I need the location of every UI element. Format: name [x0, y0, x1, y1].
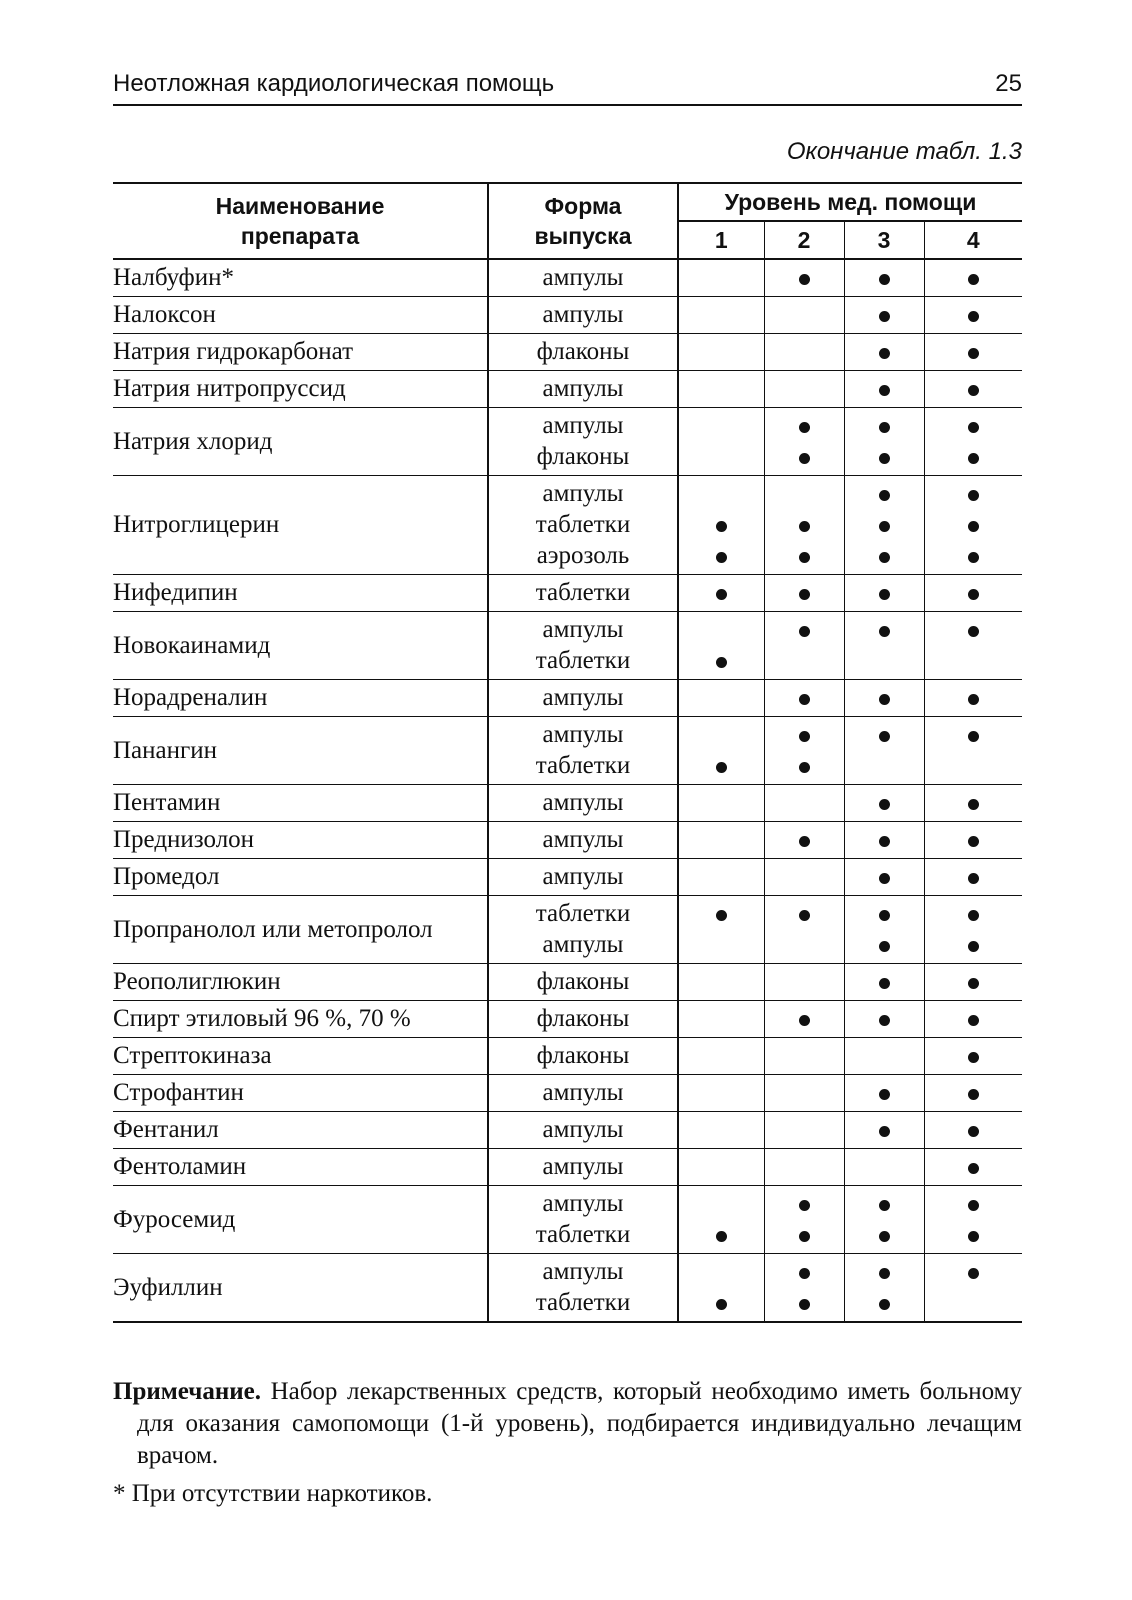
level-3-cell: [844, 1186, 924, 1254]
release-form-cell: [488, 680, 678, 717]
availability-dot: [716, 910, 727, 921]
availability-dot: [879, 1268, 890, 1279]
level-1-cell: [678, 476, 764, 575]
level-2-cell: [764, 612, 844, 680]
release-form: флаконы: [536, 443, 630, 470]
level-2-cell: [764, 408, 844, 476]
availability-dot: [799, 1299, 810, 1310]
drug-name: Эуфиллин: [113, 1254, 488, 1323]
level-3-cell: [844, 859, 924, 896]
level-2-cell: [764, 259, 844, 297]
table-row: [113, 896, 1022, 964]
drug-name: Нифедипин: [113, 575, 488, 612]
column-header-levels: Уровень мед. помощи: [678, 183, 1022, 221]
availability-dot: [968, 1200, 979, 1211]
release-form-cell: [488, 822, 678, 859]
release-form: флаконы: [536, 1042, 630, 1069]
level-1-cell: [678, 680, 764, 717]
availability-dot: [799, 422, 810, 433]
availability-dot: [799, 836, 810, 847]
release-form: таблетки: [535, 752, 631, 779]
availability-dot: [879, 910, 890, 921]
level-2-cell: [764, 575, 844, 612]
level-2-cell: [764, 371, 844, 408]
release-form: таблетки: [535, 1289, 631, 1316]
release-form: таблетки: [535, 900, 631, 927]
availability-dot: [799, 1015, 810, 1026]
release-form: таблетки: [535, 579, 631, 606]
availability-dot: [879, 521, 890, 532]
level-3-cell: [844, 612, 924, 680]
level-1-cell: [678, 822, 764, 859]
drug-name: Фентанил: [113, 1112, 488, 1149]
availability-dot: [799, 1200, 810, 1211]
availability-dot: [879, 626, 890, 637]
table-caption: Окончание табл. 1.3: [786, 138, 1022, 165]
level-1-cell: [678, 1075, 764, 1112]
availability-dot: [879, 1126, 890, 1137]
level-4-cell: [924, 259, 1022, 297]
level-3-cell: [844, 297, 924, 334]
release-form: ампулы: [542, 375, 624, 402]
drug-name: Стрептокиназа: [113, 1038, 488, 1075]
level-2-cell: [764, 476, 844, 575]
level-1-cell: [678, 1038, 764, 1075]
level-header-3: 3: [844, 221, 924, 259]
level-4-cell: [924, 964, 1022, 1001]
page-number: 25: [995, 70, 1022, 97]
release-form: ампулы: [542, 1153, 624, 1180]
availability-dot: [799, 626, 810, 637]
drug-name: Натрия нитропруссид: [113, 371, 488, 408]
table-row: [113, 859, 1022, 896]
availability-dot: [968, 799, 979, 810]
release-form-cell: [488, 1112, 678, 1149]
release-form-cell: [488, 859, 678, 896]
table-row: [113, 717, 1022, 785]
availability-dot: [879, 385, 890, 396]
level-3-cell: [844, 371, 924, 408]
note-text: Набор лекарственных средств, который необходимо иметь больному для оказания самопомощи (1-й уровень), подбирается индивидуально лечащим врачом.: [137, 1378, 1023, 1469]
running-head: [113, 66, 1022, 106]
release-form-cell: [488, 1038, 678, 1075]
level-3-cell: [844, 785, 924, 822]
drug-name: Промедол: [113, 859, 488, 896]
drug-name: Фуросемид: [113, 1186, 488, 1254]
table-row: [113, 1149, 1022, 1186]
level-4-cell: [924, 371, 1022, 408]
level-2-cell: [764, 1038, 844, 1075]
availability-dot: [879, 1015, 890, 1026]
release-form: ампулы: [542, 1258, 624, 1285]
availability-dot: [968, 385, 979, 396]
level-1-cell: [678, 859, 764, 896]
drug-name: Норадреналин: [113, 680, 488, 717]
availability-dot: [879, 490, 890, 501]
release-form-cell: [488, 964, 678, 1001]
availability-dot: [968, 910, 979, 921]
level-1-cell: [678, 259, 764, 297]
availability-dot: [968, 1126, 979, 1137]
level-3-cell: [844, 259, 924, 297]
availability-dot: [879, 1200, 890, 1211]
availability-dot: [799, 274, 810, 285]
availability-dot: [879, 1231, 890, 1242]
release-form-cell: [488, 476, 678, 575]
level-2-cell: [764, 896, 844, 964]
level-1-cell: [678, 334, 764, 371]
level-1-cell: [678, 1254, 764, 1323]
release-form: ампулы: [542, 1116, 624, 1143]
availability-dot: [968, 1052, 979, 1063]
level-4-cell: [924, 1254, 1022, 1323]
availability-dot: [968, 453, 979, 464]
column-header-form: Форма выпуска: [488, 183, 678, 259]
release-form-cell: [488, 612, 678, 680]
availability-dot: [968, 1231, 979, 1242]
table-row: [113, 334, 1022, 371]
table-row: [113, 408, 1022, 476]
availability-dot: [799, 694, 810, 705]
release-form-cell: [488, 1186, 678, 1254]
release-form: флаконы: [536, 968, 630, 995]
note-label: Примечание.: [113, 1378, 262, 1405]
availability-dot: [968, 978, 979, 989]
availability-dot: [799, 521, 810, 532]
release-form: ампулы: [542, 264, 624, 291]
availability-dot: [968, 552, 979, 563]
level-1-cell: [678, 612, 764, 680]
running-title: Неотложная кардиологическая помощь: [113, 70, 555, 97]
release-form: ампулы: [542, 721, 624, 748]
availability-dot: [879, 274, 890, 285]
release-form-cell: [488, 1001, 678, 1038]
availability-dot: [716, 521, 727, 532]
availability-dot: [879, 873, 890, 884]
footnote: * При отсутствии наркотиков.: [113, 1480, 433, 1507]
level-3-cell: [844, 476, 924, 575]
table-row: [113, 822, 1022, 859]
availability-dot: [879, 311, 890, 322]
table-row: [113, 297, 1022, 334]
availability-dot: [879, 978, 890, 989]
level-3-cell: [844, 334, 924, 371]
drug-name: Реополиглюкин: [113, 964, 488, 1001]
drug-name: Натрия хлорид: [113, 408, 488, 476]
release-form-cell: [488, 297, 678, 334]
level-4-cell: [924, 408, 1022, 476]
note: [113, 1376, 1022, 1472]
availability-dot: [799, 1268, 810, 1279]
level-4-cell: [924, 575, 1022, 612]
availability-dot: [879, 941, 890, 952]
level-2-cell: [764, 859, 844, 896]
release-form: ампулы: [542, 480, 624, 507]
availability-dot: [879, 799, 890, 810]
availability-dot: [968, 873, 979, 884]
drug-name: Панангин: [113, 717, 488, 785]
level-1-cell: [678, 1001, 764, 1038]
availability-dot: [799, 552, 810, 563]
availability-dot: [879, 694, 890, 705]
release-form: ампулы: [542, 931, 624, 958]
level-2-cell: [764, 334, 844, 371]
table-body: [113, 259, 1022, 1322]
release-form-cell: [488, 896, 678, 964]
level-2-cell: [764, 1149, 844, 1186]
level-3-cell: [844, 717, 924, 785]
availability-dot: [799, 1231, 810, 1242]
availability-dot: [879, 836, 890, 847]
level-4-cell: [924, 297, 1022, 334]
table-row: [113, 371, 1022, 408]
table-row: [113, 259, 1022, 297]
availability-dot: [968, 626, 979, 637]
table-row: [113, 680, 1022, 717]
table-row: [113, 1112, 1022, 1149]
release-form-cell: [488, 785, 678, 822]
level-3-cell: [844, 1112, 924, 1149]
level-3-cell: [844, 1254, 924, 1323]
level-1-cell: [678, 371, 764, 408]
level-4-cell: [924, 612, 1022, 680]
availability-dot: [799, 762, 810, 773]
level-1-cell: [678, 1112, 764, 1149]
table-row: [113, 575, 1022, 612]
level-3-cell: [844, 1001, 924, 1038]
table-row: [113, 1186, 1022, 1254]
level-4-cell: [924, 1186, 1022, 1254]
table-row: [113, 1254, 1022, 1323]
drug-name: Налоксон: [113, 297, 488, 334]
table-header: [113, 183, 1022, 259]
level-header-1: 1: [678, 221, 764, 259]
level-2-cell: [764, 964, 844, 1001]
level-2-cell: [764, 1001, 844, 1038]
level-3-cell: [844, 964, 924, 1001]
release-form-cell: [488, 575, 678, 612]
availability-dot: [879, 1089, 890, 1100]
level-3-cell: [844, 1038, 924, 1075]
level-1-cell: [678, 408, 764, 476]
availability-dot: [968, 589, 979, 600]
release-form-cell: [488, 1075, 678, 1112]
availability-dot: [716, 762, 727, 773]
release-form-cell: [488, 1254, 678, 1323]
table-row: [113, 1001, 1022, 1038]
availability-dot: [716, 1231, 727, 1242]
release-form: ампулы: [542, 789, 624, 816]
level-3-cell: [844, 408, 924, 476]
availability-dot: [968, 731, 979, 742]
level-1-cell: [678, 1149, 764, 1186]
level-1-cell: [678, 575, 764, 612]
level-3-cell: [844, 1075, 924, 1112]
availability-dot: [968, 490, 979, 501]
availability-dot: [799, 589, 810, 600]
availability-dot: [879, 422, 890, 433]
level-4-cell: [924, 476, 1022, 575]
drug-name: Преднизолон: [113, 822, 488, 859]
level-2-cell: [764, 1112, 844, 1149]
drug-name: Натрия гидрокарбонат: [113, 334, 488, 371]
level-2-cell: [764, 680, 844, 717]
release-form: таблетки: [535, 647, 631, 674]
availability-dot: [879, 348, 890, 359]
release-form: ампулы: [542, 616, 624, 643]
level-4-cell: [924, 822, 1022, 859]
release-form-cell: [488, 1149, 678, 1186]
level-2-cell: [764, 717, 844, 785]
table-row: [113, 1075, 1022, 1112]
drug-name: Нитроглицерин: [113, 476, 488, 575]
level-1-cell: [678, 717, 764, 785]
release-form: таблетки: [535, 1221, 631, 1248]
table-row: [113, 785, 1022, 822]
release-form: аэрозоль: [536, 542, 630, 569]
level-4-cell: [924, 680, 1022, 717]
availability-dot: [879, 552, 890, 563]
level-2-cell: [764, 785, 844, 822]
availability-dot: [968, 694, 979, 705]
level-3-cell: [844, 575, 924, 612]
release-form: ампулы: [542, 863, 624, 890]
availability-dot: [968, 941, 979, 952]
level-3-cell: [844, 1149, 924, 1186]
availability-dot: [968, 422, 979, 433]
availability-dot: [716, 1299, 727, 1310]
release-form-cell: [488, 259, 678, 297]
availability-dot: [799, 453, 810, 464]
availability-dot: [968, 1015, 979, 1026]
level-1-cell: [678, 1186, 764, 1254]
release-form-cell: [488, 371, 678, 408]
release-form: ампулы: [542, 826, 624, 853]
availability-dot: [799, 731, 810, 742]
level-4-cell: [924, 785, 1022, 822]
release-form: таблетки: [535, 511, 631, 538]
release-form-cell: [488, 408, 678, 476]
availability-dot: [968, 521, 979, 532]
level-4-cell: [924, 334, 1022, 371]
level-4-cell: [924, 859, 1022, 896]
availability-dot: [716, 589, 727, 600]
level-2-cell: [764, 297, 844, 334]
level-4-cell: [924, 1038, 1022, 1075]
availability-dot: [968, 836, 979, 847]
level-header-2: 2: [764, 221, 844, 259]
level-2-cell: [764, 1075, 844, 1112]
table-row: [113, 476, 1022, 575]
level-3-cell: [844, 680, 924, 717]
drug-name: Пропранолол или метопролол: [113, 896, 488, 964]
level-4-cell: [924, 1112, 1022, 1149]
level-2-cell: [764, 822, 844, 859]
availability-dot: [716, 552, 727, 563]
level-4-cell: [924, 896, 1022, 964]
availability-dot: [968, 274, 979, 285]
level-4-cell: [924, 1149, 1022, 1186]
availability-dot: [968, 348, 979, 359]
drug-name: Пентамин: [113, 785, 488, 822]
release-form: ампулы: [542, 684, 624, 711]
release-form: ампулы: [542, 1079, 624, 1106]
level-1-cell: [678, 785, 764, 822]
drug-name: Налбуфин*: [113, 259, 488, 297]
availability-dot: [716, 657, 727, 668]
drug-table: [113, 182, 1022, 1323]
level-2-cell: [764, 1186, 844, 1254]
level-4-cell: [924, 1075, 1022, 1112]
availability-dot: [799, 910, 810, 921]
release-form: ампулы: [542, 301, 624, 328]
level-1-cell: [678, 896, 764, 964]
drug-name: Новокаинамид: [113, 612, 488, 680]
drug-name: Спирт этиловый 96 %, 70 %: [113, 1001, 488, 1038]
drug-name: Строфантин: [113, 1075, 488, 1112]
table-row: [113, 964, 1022, 1001]
availability-dot: [879, 1299, 890, 1310]
availability-dot: [968, 311, 979, 322]
release-form: флаконы: [536, 338, 630, 365]
release-form: ампулы: [542, 412, 624, 439]
drug-name: Фентоламин: [113, 1149, 488, 1186]
level-2-cell: [764, 1254, 844, 1323]
availability-dot: [968, 1268, 979, 1279]
level-1-cell: [678, 297, 764, 334]
level-1-cell: [678, 964, 764, 1001]
level-4-cell: [924, 1001, 1022, 1038]
release-form-cell: [488, 334, 678, 371]
column-header-name: Наименование препарата: [113, 183, 488, 259]
availability-dot: [968, 1089, 979, 1100]
level-3-cell: [844, 896, 924, 964]
release-form: флаконы: [536, 1005, 630, 1032]
level-3-cell: [844, 822, 924, 859]
level-header-4: 4: [924, 221, 1022, 259]
availability-dot: [879, 589, 890, 600]
table-row: [113, 612, 1022, 680]
availability-dot: [879, 731, 890, 742]
release-form: ампулы: [542, 1190, 624, 1217]
availability-dot: [968, 1163, 979, 1174]
level-4-cell: [924, 717, 1022, 785]
table-row: [113, 1038, 1022, 1075]
release-form-cell: [488, 717, 678, 785]
availability-dot: [879, 453, 890, 464]
